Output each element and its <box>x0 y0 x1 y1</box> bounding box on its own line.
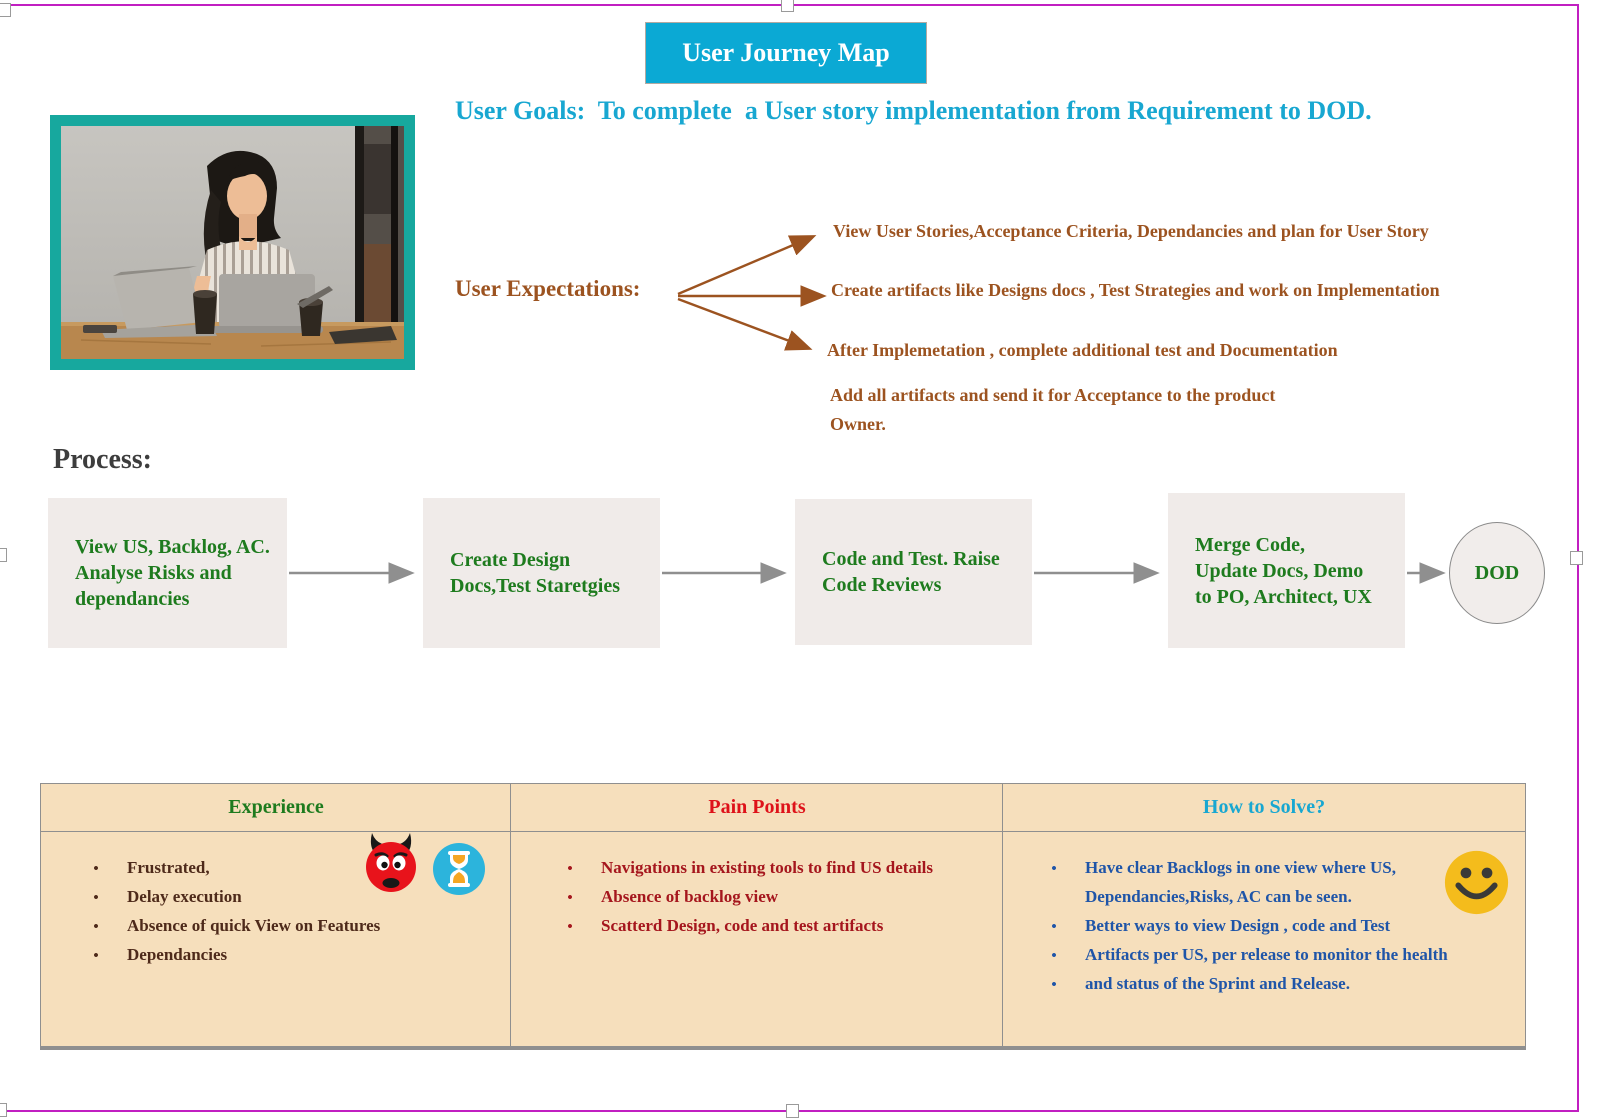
user-goals-text[interactable]: User Goals: To complete a User story implementation from Requirement to DOD. <box>455 96 1372 125</box>
table-column-how-to-solve[interactable] <box>1002 783 1526 1050</box>
hourglass-icon <box>433 843 485 895</box>
bullet-dot: • <box>567 861 573 877</box>
photo-illustration <box>61 126 404 359</box>
title-badge-label: User Journey Map <box>682 38 890 67</box>
experience-header-label: Experience <box>228 796 324 818</box>
process-step-1-line: View US, Backlog, AC. <box>75 536 270 558</box>
how-to-solve-header <box>1003 784 1525 832</box>
process-step-4-line: Merge Code, <box>1195 533 1305 556</box>
process-step-2-line: Create Design <box>450 549 571 571</box>
process-step-2[interactable] <box>423 498 660 648</box>
process-step-3-line: Code Reviews <box>822 574 942 596</box>
list-item: • Dependancies <box>89 941 511 970</box>
bullet-dot: • <box>567 919 573 935</box>
list-item: • Artifacts per US, per release to monitor the health <box>1047 941 1525 970</box>
process-step-1-line: dependancies <box>75 588 190 610</box>
selection-handle-right-middle[interactable] <box>1570 551 1583 565</box>
bullet-dot: • <box>567 890 573 906</box>
bullet-dot: • <box>93 948 99 964</box>
list-item: • Have clear Backlogs in one view where US, <box>1047 854 1525 883</box>
devil-face-icon <box>362 831 420 893</box>
photo-woman-at-desk[interactable] <box>50 115 415 370</box>
process-step-4-line: Update Docs, Demo <box>1195 559 1364 582</box>
bullet-dot: • <box>1051 919 1057 935</box>
list-item: • and status of the Sprint and Release. <box>1047 970 1525 999</box>
expectation-closing-line-2: Owner. <box>830 414 886 434</box>
process-step-1-line: Analyse Risks and <box>75 562 232 584</box>
pain-points-header <box>511 784 1003 832</box>
expectation-item-3[interactable]: After Implemetation , complete additional test and Documentation <box>827 340 1338 360</box>
table-column-experience[interactable] <box>40 783 512 1050</box>
expectation-item-2[interactable]: Create artifacts like Designs docs , Test Strategies and work on Implementation <box>831 280 1440 300</box>
selection-handle-bottom-center[interactable] <box>786 1104 799 1118</box>
process-step-2-line: Docs,Test Staretgies <box>450 575 620 597</box>
pain-points-header-label: Pain Points <box>708 796 806 818</box>
bullet-dot: • <box>93 919 99 935</box>
list-item: • Absence of backlog view <box>563 883 1003 912</box>
expectation-closing-text[interactable] <box>830 381 1275 439</box>
user-expectations-label[interactable]: User Expectations: <box>455 276 641 301</box>
selection-handle-bottom-left[interactable] <box>0 1103 7 1117</box>
experience-header <box>41 784 511 832</box>
list-item: • Absence of quick View on Features <box>89 912 511 941</box>
list-item: • Better ways to view Design , code and Test <box>1047 912 1525 941</box>
process-label[interactable]: Process: <box>53 444 152 475</box>
pain-points-list <box>511 832 1003 941</box>
list-item: Dependancies,Risks, AC can be seen. <box>1085 887 1352 906</box>
list-item: • Delay execution <box>89 883 511 912</box>
selection-handle-top-center[interactable] <box>781 0 794 12</box>
process-step-1[interactable] <box>48 498 287 648</box>
expectation-closing-line-1: Add all artifacts and send it for Acceptance to the product <box>830 385 1276 405</box>
list-item: • Scatterd Design, code and test artifacts <box>563 912 1003 941</box>
selection-handle-top-left[interactable] <box>0 3 11 17</box>
list-item: • Navigations in existing tools to find US details <box>563 854 1003 883</box>
process-step-3[interactable] <box>795 499 1032 645</box>
process-step-4-line: to PO, Architect, UX <box>1195 585 1372 608</box>
list-item: • Frustrated, <box>89 854 511 883</box>
table-column-pain-points[interactable] <box>510 783 1004 1050</box>
bullet-dot: • <box>1051 948 1057 964</box>
bullet-dot: • <box>1051 977 1057 993</box>
bullet-dot: • <box>1051 861 1057 877</box>
process-step-3-line: Code and Test. Raise <box>822 548 1000 570</box>
dod-label: DOD <box>1474 561 1520 584</box>
dod-end-node[interactable] <box>1449 522 1545 624</box>
bullet-dot: • <box>93 890 99 906</box>
bullet-dot: • <box>93 861 99 877</box>
expectation-item-1[interactable]: View User Stories,Acceptance Criteria, Dependancies and plan for User Story <box>833 221 1429 241</box>
selection-handle-left-middle[interactable] <box>0 548 7 562</box>
title-badge[interactable] <box>645 22 927 84</box>
how-to-solve-header-label: How to Solve? <box>1202 796 1326 818</box>
smiley-face-icon <box>1443 849 1510 916</box>
process-step-4[interactable] <box>1168 493 1405 648</box>
